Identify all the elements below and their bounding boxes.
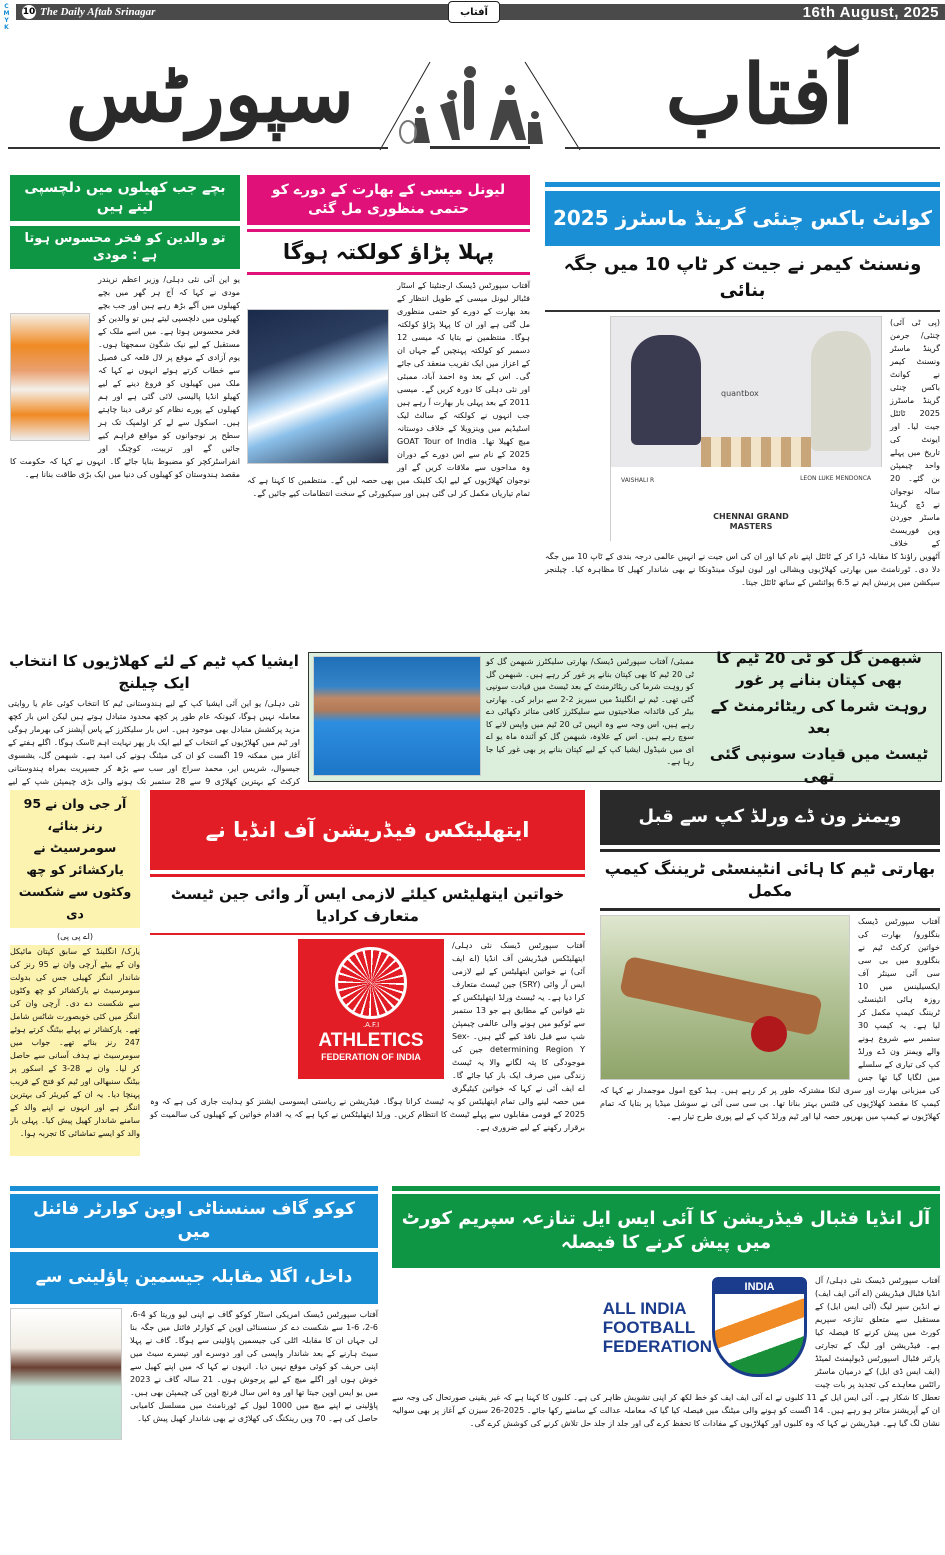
chess-headline: کوانٹ باکس چنئی گرینڈ ماسٹرز 2025 [545, 191, 940, 246]
aiff-article [392, 1186, 940, 1552]
athletes-logo-icon [360, 60, 600, 152]
aiff-body: آفتاب سپورٹس ڈیسک نئی دہلی/ آل انڈیا فٹبال فیڈریشن (اے آئی ایف ایف) نے انڈین سپر لیگ (آئی ایس ایل) کے مستقبل سے متعلق تنازعہ سپریم کورٹ میں پیش کرنے کا فیصلہ کیا ہے۔ فیڈریشن اور لیگ کے تجارتی پارٹنر فٹبال اسپورٹس ڈیولپمنٹ لمیٹڈ (ایف ایس ڈی ایل) کے درمیان ماسٹر رائٹس معاہدے کی تجدید پر بات چیت تعطل کا شکار ہے۔ آئی ایس ایل کے 11 کلبوں نے اے آئی ایف ایف کو خط لکھ کر اپنی تشویش ظاہر کی ہے۔ کلبوں کا کہنا ہے کہ غیر یقینی صورتحال کی وجہ سے ان کے آپریشنز متاثر ہو رہے ہیں۔ 14 اگست کو ہونے والی میٹنگ میں فیصلہ کیا گیا کہ معاملہ عدالت کے سامنے رکھا جائے۔ 2025-26 سیزن کے آغاز پر بھی سوالیہ نشان لگ گیا ہے۔ فیڈریشن نے کہا کہ وہ کلبوں اور کھلاڑیوں کے مفادات کا تحفظ کرے گی اور جلد از جلد حل تلاش کرنے کی کوشش کرے گی۔ [392, 1276, 941, 1428]
asia-body: نئی دہلی/ یو این آئی ایشیا کپ کے لیے ہندوستانی ٹیم کا انتخاب کوئی عام یا روایتی معاملہ نہیں ہوگا، کیونکہ عام طور پر کچھ محدود متبادل ہوتے ہیں لیکن اس بار کچھ مزید پرکشش متبادل بھی موجود ہیں۔ اس بار سلیکٹرز کے پاس آپشنز کی بھرمار ہوگی اور ٹیم میں کھلاڑیوں کے انتخاب کے لیے ایک بار پھر نہایت اہم ٹاسک ہوگا۔ اگلے ہفتے کے آغاز میں ممکنہ 19 اگست کو ان کی میٹنگ ہونے کی امید ہے۔ شبھمن گل، یشسوی جیسوال، شریس ایر، محمد سراج اور سب سے بڑھ کر جسپریت بمراہ ہندوستانی کرکٹ کے بہترین کھلاڑی 9 سے 28 ستمبر تک ہونے والی بڑی چیمپئن شپ کے لیے [8, 699, 300, 786]
gauff-article [10, 1186, 378, 1552]
afi-article [150, 790, 585, 1156]
messi-subheadline: پہلا پڑاؤ کولکتہ ہوگا [282, 240, 495, 264]
gauff-body-area [10, 1308, 378, 1552]
gill-body: ممبئی/ آفتاب سپورٹس ڈیسک/ بھارتی سلیکٹرز شبھمن گل کو ٹی 20 ٹیم کا بھی کپتان بنانے پر غور کر رہے ہیں۔ شبھمن گل کو روہت شرما کی ریٹائرمنٹ کے بعد ٹیسٹ میں قیادت سونپی گئی تھی۔ ٹیم نے انگلینڈ میں سیریز 2-2 سے برابر کی۔ بھارتی بیٹر کی قائدانہ صلاحیتوں سے سلیکٹرز کافی متاثر دکھائی دے رہے ہیں، اس وجہ سے وہ انہیں ٹی 20 ٹیم میں واپس لانے کا سوچ رہے ہیں۔ اس کے علاوہ، شبھمن گل کو آئندہ ماہ یو اے ای میں شیڈول ایشیا کپ کے لیے کپتان بنانے پر بھی غور کیا جا رہا ہے۔ [486, 657, 695, 766]
afi-subheadline: خواتین ایتھلیٹس کیلئے لازمی ایس آر وائی جین ٹیسٹ متعارف کرادیا [170, 885, 565, 925]
afi-headline: ایتھلیٹکس فیڈریشن آف انڈیا نے [150, 790, 585, 870]
gill-headline-1: شبھمن گل کو ٹی 20 ٹیم کا بھی کپتان بنانے پر غور [716, 649, 922, 689]
afi-logo-sub: FEDERATION OF INDIA [321, 1052, 421, 1062]
aiff-logo [542, 1274, 807, 1380]
afi-logo [298, 939, 444, 1079]
chess-photo [610, 316, 882, 541]
gauff-headline-2: داخل، اگلا مقابلہ جیسمین پاؤلینی سے [10, 1252, 378, 1304]
aiff-logo-india: INDIA [715, 1280, 804, 1294]
womens-wc-body-area [600, 915, 940, 1156]
afi-wheel-icon [335, 947, 407, 1019]
womens-wc-article [600, 790, 940, 1156]
womens-wc-subheadline: بھارتی ٹیم کا ہائی انٹینسٹی ٹریننگ کیمپ مکمل [604, 859, 936, 900]
gauff-body: آفتاب سپورٹس ڈیسک امریکی اسٹار کوکو گاف نے اپنی لیو وریتا کو 4-6، 6-2، 6-1 سے شکست دے کر سنسناٹی اوپن کے کوارٹر فائنل میں جگہ بنا لی جہاں ان کا مقابلہ اٹلی کی جیسمین پاؤلینی سے ہوگا۔ گاف نے پہلا سیٹ ہارنے کے بعد شاندار واپسی کی اور دوسرے اور تیسرے سیٹ میں اپنی حریف کو کوئی موقع نہیں دیا۔ انہوں نے کہا کہ میں اپنے کھیل سے خوش ہوں اور اگلے میچ کے لیے پرجوش ہوں۔ 21 سالہ گاف نے 2023 میں یو ایس اوپن جیتا تھا اور وہ اس سال فرنچ اوپن کی چیمپئن بھی ہیں۔ پاؤلینی نے اپنے میچ میں 1000 لیول کے ٹورنامنٹ میں مسلسل کامیابی حاصل کی ہے۔ 70 ویں رینکنگ کی کھلاڑی نے بھی شاندار کھیل پیش کیا۔ [130, 1309, 379, 1423]
afi-body-area [150, 939, 585, 1156]
gill-headlines [700, 649, 938, 785]
chess-photo-label: VAISHALI R [621, 477, 655, 484]
masthead-sports: سپورٹس [65, 49, 354, 140]
page-number: 10 [22, 7, 36, 17]
asia-headline: ایشیا کپ ٹیم کے لئے کھلاڑیوں کا انتخاب ایک چیلنج [9, 652, 299, 692]
messi-body-area [247, 279, 530, 638]
modi-photo [10, 313, 90, 441]
masthead-aftab: آفتاب [665, 47, 855, 143]
gill-headline-3: ٹیسٹ میں قیادت سونپی گئی تھی [709, 745, 929, 785]
modi-headline-1: بچے جب کھیلوں میں دلچسپی لیتے ہیں [10, 175, 240, 221]
womens-wc-body: آفتاب سپورٹس ڈیسک بنگلورو/ بھارت کی خواتین کرکٹ ٹیم نے بنگلورو میں بی سی سی آئی سینٹر آف ایکسیلینس میں 10 روزہ ہائی انٹینسٹی ٹریننگ کیمپ مکمل کر لیا ہے۔ یہ کیمپ 30 ستمبر سے شروع ہونے والے ویمنز ون ڈے ورلڈ کپ کی تیاری کے سلسلے میں لگایا گیا تھا جس کی میزبانی بھارت اور سری لنکا مشترکہ طور پر کر رہے ہیں۔ ہیڈ کوچ امول موجمدار نے کہا کہ کیمپ کا مقصد کھلاڑیوں کی فٹنس بہتر بنانا تھا۔ بی سی سی آئی نے سوشل میڈیا پر بتایا کہ تمام کھلاڑیوں نے کیمپ میں بھرپور حصہ لیا اور ٹیم ورلڈ کپ کے لیے پوری طرح تیار ہے۔ [600, 917, 940, 1121]
modi-body: یو این آئی نئی دہلی/ وزیر اعظم نریندر مودی نے کہا کہ آج ہر گھر میں بچے کھیلوں میں آگے بڑھ رہے ہیں اور جب بچے کھیلوں میں دلچسپی لیتے ہیں تو والدین کو فخر محسوس ہوتا ہے۔ میں اسے ملک کے مستقبل کے لیے نیک شگون سمجھتا ہوں۔ یوم آزادی کے موقع پر لال قلعہ کی فصیل سے خطاب کرتے ہوئے انہوں نے کہا کہ ملک میں کھیلوں کو فروغ دینے کے لیے کھیلو انڈیا پالیسی لائی گئی ہے اور ہم کھیلوں کے پورے نظام کو ترقی دینا چاہتے ہیں۔ اسکول سے لے کر اولمپک تک ہر سطح پر نوجوانوں کو مواقع فراہم کیے جائیں گے اور تربیت، کوچنگ اور انفراسٹرکچر کو مضبوط بنایا جائے گا۔ انہوں نے کہا کہ حکومت کا مقصد ہندوستان کو کھیلوں کی دنیا میں ایک بڑی طاقت بنانا ہے۔ [10, 274, 240, 479]
chess-body-area [545, 316, 940, 638]
chess-photo-label: CHENNAI GRAND MASTERS [713, 512, 789, 531]
mini-logo: آفتاب [448, 1, 500, 23]
chess-subheadline: ونسنٹ کیمر نے جیت کر ٹاپ 10 میں جگہ بنائی [563, 254, 922, 301]
chess-article [545, 182, 940, 638]
gauff-headline-1: کوکو گاف سنسناٹی اوپن کوارٹر فائنل میں [10, 1194, 378, 1248]
messi-photo [247, 309, 389, 464]
modi-body-area [10, 273, 240, 638]
chess-photo-label: LEON LUKE MENDONCA [800, 475, 871, 482]
cmyk-marks: CMYK [3, 3, 10, 31]
paper-name: The Daily Aftab Srinagar [40, 6, 156, 18]
aiff-logo-line: FEDERATION [602, 1336, 712, 1356]
asia-article [8, 650, 300, 786]
gill-photo [313, 656, 481, 776]
afi-logo-abbr: A.F.I. [362, 1021, 380, 1029]
chess-body: (پی ٹی آئی) چنئی/ جرمن گرینڈ ماسٹر ونسنٹ کیمر نے کوانٹ باکس چنئی گرینڈ ماسٹرز 2025 ٹائٹل جیت لیا۔ اور ایونٹ کی تاریخ میں پہلے واحد چیمپئن بن گئے۔ 20 سالہ نوجوان نے ڈچ گرینڈ ماسٹر جوردن وین فوریسٹ کے خلاف آٹھویں راؤنڈ کا مقابلہ ڈرا کر کے ٹائٹل اپنے نام کیا اور ان کی اس جیت نے انہیں عالمی درجہ بندی کے ٹاپ 10 میں جگہ دلا دی۔ ٹورنامنٹ میں بھارتی کھلاڑیوں ویشالی اور لیون لیوک مینڈونکا نے بھی شاندار کھیل کا مظاہرہ کیا۔ چیلنجر سیکشن میں پرنیش ایم نے 6.5 پوائنٹس کے ساتھ ٹائٹل جیتا۔ [545, 318, 940, 587]
aiff-shield-icon [712, 1277, 807, 1377]
messi-body: آفتاب سپورٹس ڈیسک ارجنٹینا کے اسٹار فٹبالر لیونل میسی کے طویل انتظار کے بعد بھارت کے دورے کو حتمی منظوری مل گئی ہے اور ان کا پہلا پڑاؤ کولکتہ ہوگا۔ منتظمین نے بتایا کہ میسی 12 دسمبر کو کولکتہ پہنچیں گے جہاں ان کے اعزاز میں ایک تقریب منعقد کی جائے گی۔ اس کے بعد وہ احمد آباد، ممبئی اور نئی دہلی کا دورہ کریں گے۔ میسی 2011 کے بعد پہلی بار بھارت آ رہے ہیں جب انہوں نے کولکتہ کے سالٹ لیک اسٹیڈیم میں وینزویلا کے خلاف دوستانہ میچ کھیلا تھا۔ GOAT Tour of India 2025 کے نام سے اس دورے کے دوران وہ مداحوں سے ملاقات کریں گے اور نوجوان کھلاڑیوں کے لیے ایک کلینک میں بھی حصہ لیں گے۔ منتظمین کا کہنا ہے کہ تمام تیاریاں مکمل کر لی گئی ہیں اور سیکیورٹی کے سخت انتظامات کیے جائیں گے۔ [247, 281, 530, 498]
afi-logo-word: ATHLETICS [318, 1030, 424, 1051]
rpw-credit: (اے پی پی) [56, 932, 94, 941]
aiff-headline: آل انڈیا فٹبال فیڈریشن کا آئی ایس ایل تنازعہ سپریم کورٹ میں پیش کرنے کا فیصلہ [392, 1194, 940, 1268]
rpw-article [10, 790, 140, 1156]
chess-photo-label: quantbox [721, 389, 759, 398]
afi-body: آفتاب سپورٹس ڈیسک نئی دہلی/ ایتھلیٹکس فیڈریشن آف انڈیا (اے ایف آئی) نے خواتین ایتھلیٹس کے لیے لازمی ایس آر وائی (SRY) جین ٹیسٹ متعارف کرا دیا ہے۔ یہ ٹیسٹ ورلڈ ایتھلیٹکس کے نئے قوانین کے مطابق ہے جو 13 ستمبر سے ٹوکیو میں ہونے والی عالمی چیمپئن شپ سے قبل نافذ کیے گئے ہیں۔ Sex-determining Region Y جین کی موجودگی کا پتہ لگانے والا یہ ٹیسٹ زندگی میں صرف ایک بار کیا جائے گا۔ اے ایف آئی نے کہا کہ خواتین کیٹیگری میں حصہ لینے والی تمام ایتھلیٹس کو یہ ٹیسٹ کرانا ہوگا۔ فیڈریشن نے ریاستی ایسوسی ایشنز کو ہدایت جاری کی ہے کہ وہ 2025 کے قومی مقابلوں سے پہلے ٹیسٹ کا انتظام کریں۔ ورلڈ ایتھلیٹکس نے کہا ہے کہ یہ اقدام خواتین کے کھیلوں کی سالمیت کو برقرار رکھنے کے لیے ضروری ہے۔ [150, 941, 586, 1132]
messi-article [247, 175, 530, 638]
messi-headline: لیونل میسی کے بھارت کے دورے کو حتمی منظوری مل گئی [247, 175, 530, 225]
aiff-body-area [392, 1274, 940, 1552]
aiff-logo-line: FOOTBALL [602, 1317, 696, 1337]
modi-article [10, 175, 240, 638]
gill-headline-2: روہت شرما کی ریٹائرمنٹ کے بعد [710, 697, 928, 737]
coco-gauff-photo [10, 1308, 122, 1440]
rpw-body: یارک/ انگلینڈ کے سابق کپتان مائیکل وان کے بیٹے آرچی وان نے 95 رنز کی شاندار اننگز کھیلی جس کی بدولت سومرسیٹ نے یارکشائر کو چھ وکٹوں سے شکست دے دی۔ آرچی وان کی اننگز میں کئی خوبصورت شاٹس شامل تھے۔ یارکشائر نے پہلے بیٹنگ کرتے ہوئے 247 رنز بنائے تھے۔ جواب میں سومرسیٹ نے ہدف آسانی سے حاصل کر لیا۔ وان نے 28-3 کے اسکور پر بیٹنگ سنبھالی اور ٹیم کو فتح کے قریب پہنچا دیا۔ یہ ان کے کیریئر کی بہترین اننگز ہے اور انہوں نے اپنے والد کے سامنے شاندار کھیل پیش کیا۔ پہلی بار والد کو ایسے تماشائی کا تجربہ ہوا۔ [10, 945, 140, 1156]
womens-wc-headline: ویمنز ون ڈے ورلڈ کپ سے قبل [600, 790, 940, 845]
aiff-logo-line: ALL INDIA [602, 1298, 687, 1318]
cricket-bat-ball-photo [600, 915, 850, 1080]
rpw-headline: آر جی وان نے 95 رنز بنائے، سومرسیٹ نے یارکشائر کو چھ وکٹوں سے شکست دی [10, 790, 140, 928]
issue-date: 16th August, 2025 [802, 3, 939, 21]
modi-headline-2: تو والدین کو فخر محسوس ہوتا ہے : مودی [10, 226, 240, 269]
